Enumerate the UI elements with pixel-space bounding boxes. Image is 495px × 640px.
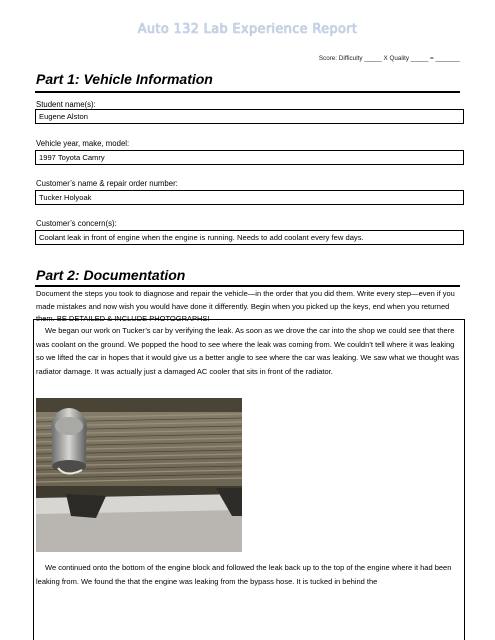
vehicle-field[interactable]: 1997 Toyota Camry: [35, 150, 464, 165]
part2-heading: Part 2: Documentation: [36, 267, 186, 283]
radiator-photo: [36, 398, 242, 552]
documentation-paragraph-2: We continued onto the bottom of the engine block and followed the leak back up to the top of the engine where it had been leaking from. We found the that the engine was leaking from the bypass hose. It is tucked in behind the: [36, 563, 452, 586]
vehicle-label: Vehicle year, make, model:: [36, 139, 130, 148]
part1-rule: [35, 91, 460, 93]
score-line: Score: Difficulty _____ X Quality _____ = _______: [318, 55, 460, 62]
part1-heading: Part 1: Vehicle Information: [36, 71, 213, 87]
student-label: Student name(s):: [36, 100, 96, 109]
documentation-paragraph-1: We began our work on Tucker’s car by verifying the leak. As soon as we drove the car into the shop we could see that there was coolant on the ground. We popped the hood to see where the leak was coming from. We couldn’t tell where it was leaking so we lifted the car in hopes that it would give us a better angle to see where the car was leaking. We saw what we thought was radiator damage. It was actually just a damaged AC cooler that sits in front of the radiator.: [36, 326, 460, 376]
student-field[interactable]: Eugene Alston: [35, 109, 464, 124]
customer-field[interactable]: Tucker Holyoak: [35, 190, 464, 205]
customer-label: Customer’s name & repair order number:: [36, 179, 178, 188]
concern-field[interactable]: Coolant leak in front of engine when the engine is running. Needs to add coolant every few days.: [35, 230, 464, 245]
concern-label: Customer’s concern(s):: [36, 219, 117, 228]
part2-rule: [35, 285, 460, 287]
documentation-instructions: Document the steps you took to diagnose and repair the vehicle—in the order that you did them. Write every step—even if you made mistakes and now wish you would have done it differently. Begin when you picked up the keys, end when you returned them. BE DETAILED & INCLUDE PHOTOGRAPHS!: [36, 289, 455, 323]
report-title: Auto 132 Lab Experience Report: [137, 22, 358, 37]
